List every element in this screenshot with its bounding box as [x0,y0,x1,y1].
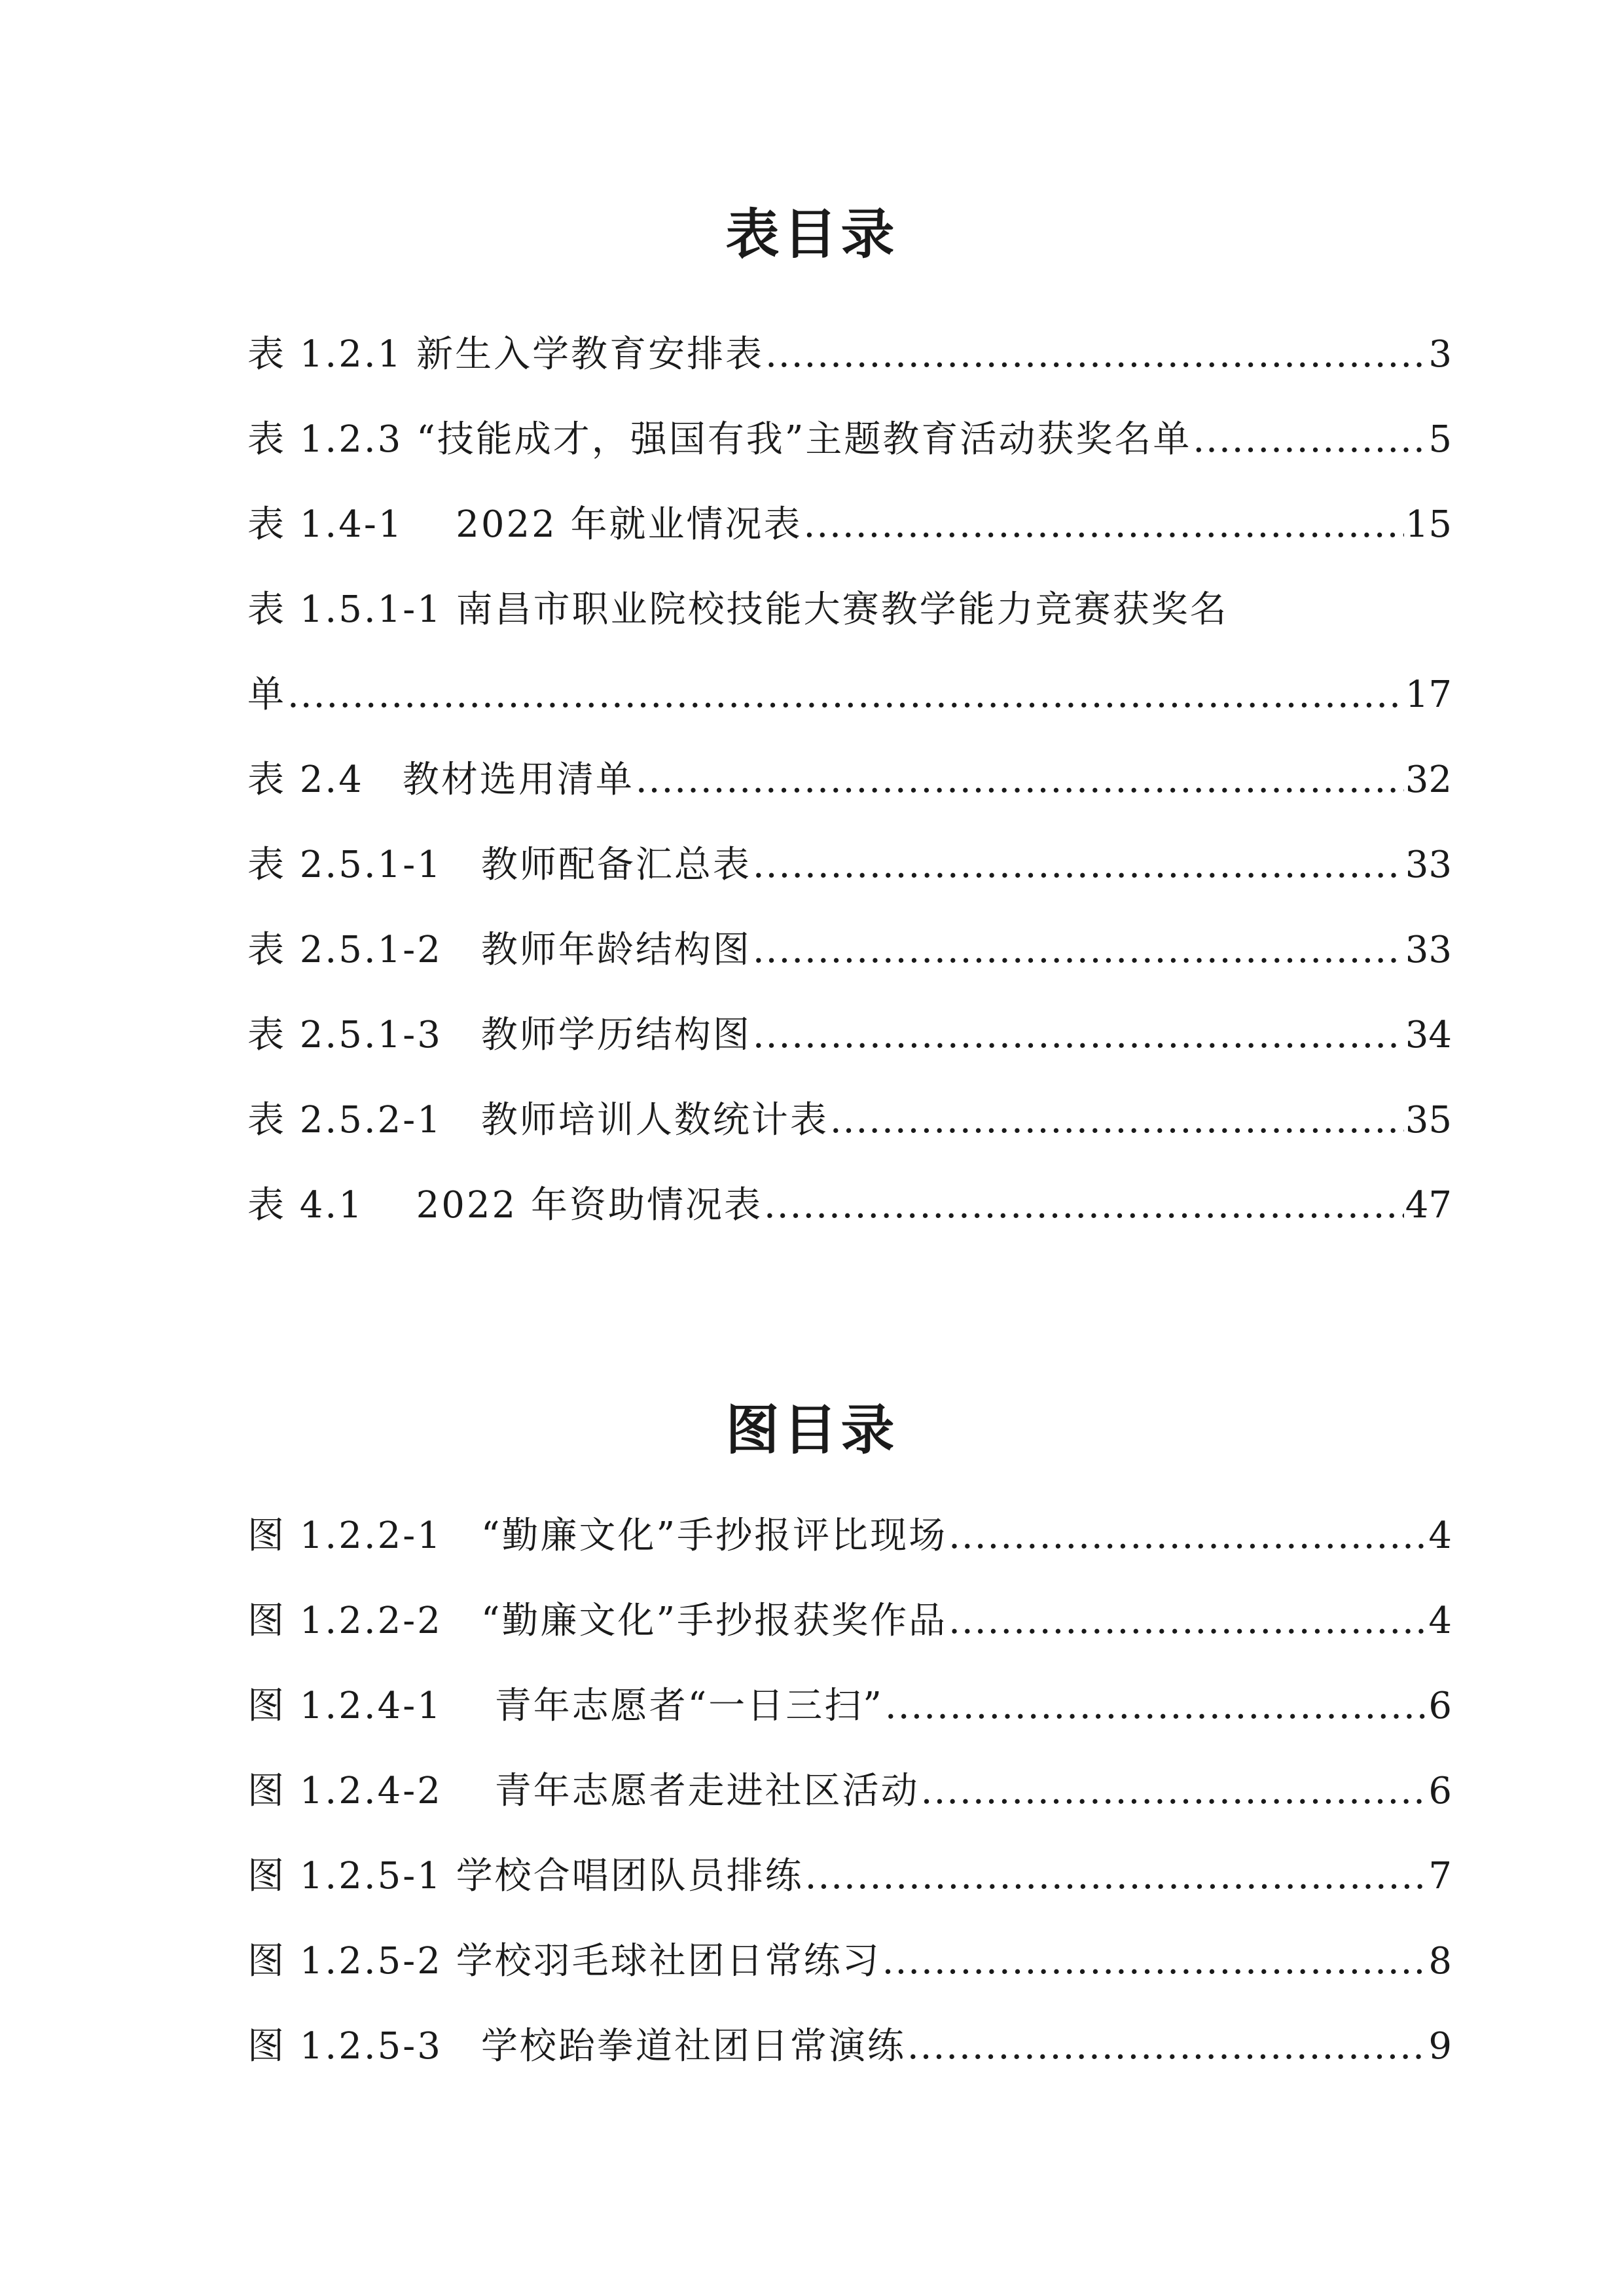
toc-entry[interactable] [247,1469,1452,1557]
toc-entry[interactable] [247,1980,1452,2068]
toc-leader-dots [804,507,1404,543]
toc-entry-label: 图 1.2.2-1 “勤廉文化”手抄报评比现场 [247,1515,948,1557]
toc-entry[interactable] [247,798,1452,884]
toc-entry-page: 33 [1405,929,1452,971]
toc-leader-dots [1193,422,1427,458]
toc-entry-page: 8 [1428,1940,1452,1982]
toc-leader-dots [830,1102,1404,1139]
toc-entry-label: 表 1.4-1 2022 年就业情况表 [247,503,803,546]
table-list-heading: 表目录 [725,204,899,266]
toc-entry-wrapped-second-line[interactable] [247,628,1452,716]
toc-entry-page: 3 [1428,333,1452,376]
toc-leader-dots [636,762,1404,798]
toc-entry-page: 6 [1428,1685,1452,1727]
toc-entry-label: 表 2.5.1-1 教师配备汇总表 [247,844,751,886]
toc-entry[interactable] [247,1725,1452,1810]
toc-entry[interactable] [247,713,1452,801]
toc-entry-page: 5 [1428,418,1452,461]
toc-leader-dots [287,677,1404,713]
toc-leader-dots [907,2028,1428,2065]
toc-entry[interactable] [247,884,1452,969]
toc-entry-label: 图 1.2.5-1 学校合唱团队员排练 [247,1855,804,1897]
toc-leader-dots [753,1017,1404,1054]
toc-entry-label: 表 1.5.1-1 南昌市职业院校技能大赛教学能力竞赛获奖名 [247,588,1229,631]
table-of-figures [247,1469,1452,2068]
table-of-tables [247,288,1452,1227]
toc-entry-label: 表 2.5.1-2 教师年龄结构图 [247,929,751,971]
toc-entry-label: 表 2.5.1-3 教师学历结构图 [247,1014,751,1056]
figure-list-heading: 图目录 [725,1399,899,1462]
toc-entry-label: 图 1.2.4-1 青年志愿者“一日三扫” [247,1685,884,1727]
toc-entry-page: 32 [1405,759,1452,801]
toc-entry-page: 35 [1405,1099,1452,1141]
toc-entry-label: 表 2.5.2-1 教师培训人数统计表 [247,1099,829,1141]
toc-leader-dots [921,1773,1428,1810]
toc-leader-dots [882,1943,1428,1980]
toc-entry[interactable] [247,458,1452,546]
toc-entry[interactable] [247,373,1452,461]
toc-entry-label: 表 2.4 教材选用清单 [247,759,634,801]
toc-entry[interactable] [247,1640,1452,1725]
toc-leader-dots [753,932,1404,969]
toc-entry[interactable] [247,1054,1452,1139]
toc-leader-dots [764,1187,1404,1224]
toc-entry-label: 图 1.2.2-2 “勤廉文化”手抄报获奖作品 [247,1600,948,1642]
toc-entry-page: 9 [1428,2025,1452,2068]
toc-entry-label: 图 1.2.5-2 学校羽毛球社团日常练习 [247,1940,881,1982]
toc-entry-page: 4 [1428,1515,1452,1557]
toc-leader-dots [948,1603,1427,1640]
toc-leader-dots [805,1858,1428,1895]
toc-leader-dots [765,336,1427,373]
toc-entry-wrapped-first-line[interactable] [247,543,1452,631]
toc-entry-page: 7 [1428,1855,1452,1897]
toc-entry[interactable] [247,1139,1452,1227]
toc-entry-page: 33 [1405,844,1452,886]
toc-entry[interactable] [247,1554,1452,1640]
toc-entry-page: 47 [1405,1184,1452,1227]
toc-entry[interactable] [247,1895,1452,1980]
toc-entry-page: 15 [1405,503,1452,546]
toc-entry[interactable] [247,288,1452,376]
toc-leader-dots [753,847,1404,884]
toc-entry-label: 表 1.2.1 新生入学教育安排表 [247,333,765,376]
toc-entry-label: 单 [247,673,286,716]
toc-leader-dots [885,1688,1427,1725]
toc-entry[interactable] [247,1810,1452,1895]
toc-leader-dots [948,1518,1427,1554]
toc-entry-label: 图 1.2.4-2 青年志愿者走进社区活动 [247,1770,920,1812]
toc-entry-page: 34 [1405,1014,1452,1056]
toc-entry-label: 图 1.2.5-3 学校跆拳道社团日常演练 [247,2025,906,2068]
toc-entry-page: 17 [1405,673,1452,716]
toc-entry[interactable] [247,969,1452,1054]
toc-entry-label: 表 1.2.3 “技能成才，强国有我”主题教育活动获奖名单 [247,418,1192,461]
toc-entry-page: 4 [1428,1600,1452,1642]
toc-entry-label: 表 4.1 2022 年资助情况表 [247,1184,763,1227]
toc-entry-page: 6 [1428,1770,1452,1812]
